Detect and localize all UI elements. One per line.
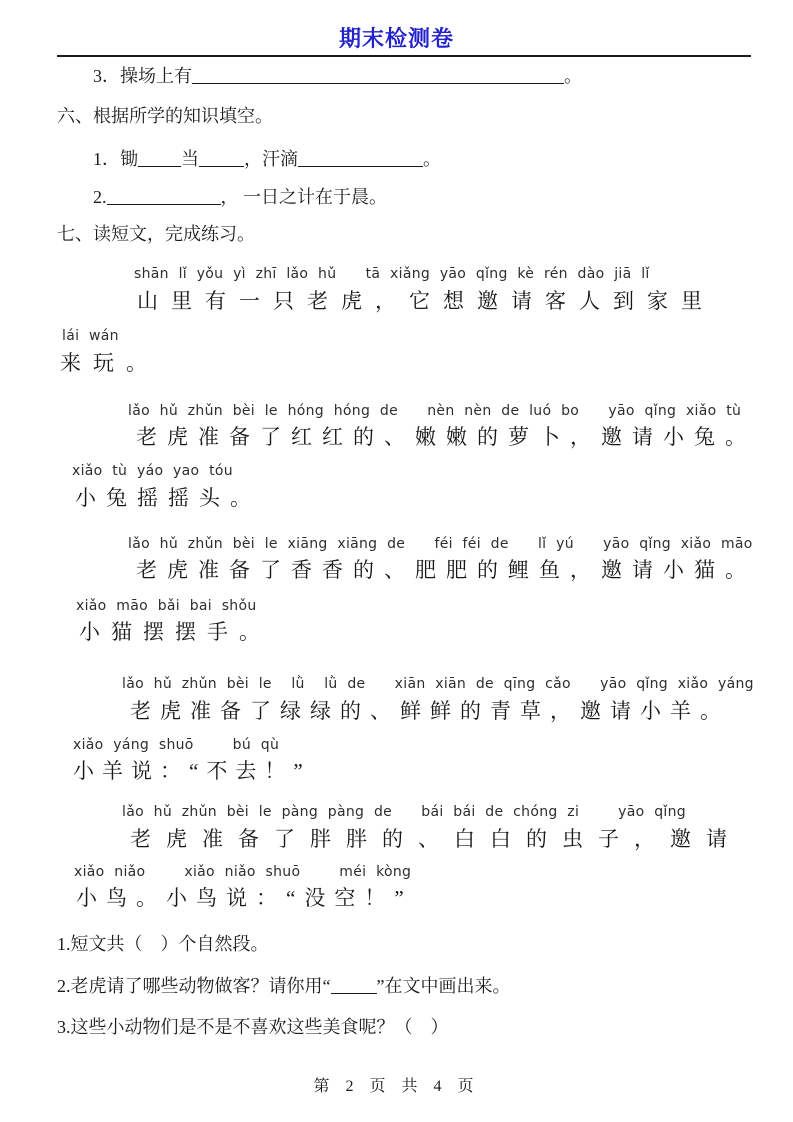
fill-line-3-suffix: 。 (564, 66, 582, 86)
hanzi-line: 老虎准备了胖胖的、白白的虫子，邀请 (130, 827, 742, 851)
pinyin-line: lǎo hǔ zhǔn bèi le hóng hóng de nèn nèn de luó bo yāo qǐng xiǎo tù (128, 403, 742, 419)
question-2-text: ”在文中画出来。 (376, 976, 511, 996)
fill-item-2 (93, 186, 387, 209)
pinyin-line: xiǎo tù yáo yao tóu (72, 463, 233, 479)
pinyin-line: xiǎo niǎo xiǎo niǎo shuō méi kòng (74, 864, 412, 880)
pinyin-line: lǎo hǔ zhǔn bèi le xiāng xiāng de féi féi de lǐ yú yāo qǐng xiǎo māo (128, 536, 753, 552)
fill-blank (331, 976, 377, 994)
pinyin-line: xiǎo yáng shuō bú qù (73, 737, 280, 753)
fill-item-2-text: 2. (93, 187, 107, 207)
hanzi-line: 老虎准备了红红的、嫩嫩的萝卜，邀请小兔。 (136, 425, 756, 449)
hanzi-line: 老虎准备了香香的、肥肥的鲤鱼，邀请小猫。 (136, 558, 756, 582)
hanzi-line: 老虎准备了绿绿的、鲜鲜的青草，邀请小羊。 (130, 699, 730, 723)
section-6-heading: 六、根据所学的知识填空。 (57, 106, 273, 126)
section-7-heading: 七、读短文，完成练习。 (57, 224, 255, 244)
hanzi-line: 小兔摇摇头。 (75, 486, 261, 510)
fill-item-1-text: 。 (423, 149, 441, 169)
fill-item-1-text: ，汗滴 (244, 149, 298, 169)
question-3: 3.这些小动物们是不是不喜欢这些美食呢？（ ） (57, 1017, 449, 1037)
fill-item-1-text: 1．锄 (93, 149, 138, 169)
pinyin-line: xiǎo māo bǎi bai shǒu (76, 598, 257, 614)
fill-line-3-prefix: 3．操场上有 (93, 66, 192, 86)
fill-blank (107, 187, 221, 205)
fill-blank (298, 149, 423, 167)
pinyin-line: lǎo hǔ zhǔn bèi le pàng pàng de bái bái de chóng zi yāo qǐng (122, 804, 686, 820)
fill-line-3 (93, 65, 582, 88)
question-1: 1.短文共（ ）个自然段。 (57, 934, 269, 954)
hanzi-line: 小鸟。小鸟说：“没空！” (76, 886, 413, 910)
hanzi-line: 山里有一只老虎，它想邀请客人到家里 (137, 289, 715, 313)
header-rule (57, 55, 751, 57)
question-2-text: 2.老虎请了哪些动物做客？请你用“ (57, 976, 331, 996)
fill-item-1 (93, 148, 441, 171)
hanzi-line: 小猫摆摆手。 (79, 620, 271, 644)
fill-blank (192, 66, 564, 84)
fill-item-1-text: 当 (181, 149, 199, 169)
pinyin-line: shān lǐ yǒu yì zhī lǎo hǔ tā xiǎng yāo qǐng kè rén dào jiā lǐ (134, 266, 650, 282)
hanzi-line: 小羊说：“不去！” (73, 759, 311, 783)
pinyin-line: lái wán (62, 328, 119, 344)
question-2 (57, 972, 511, 998)
fill-item-2-text: ， 一日之计在于晨。 (220, 187, 387, 207)
page-title: 期末检测卷 (338, 26, 454, 51)
page-footer: 第 2 页 共 4 页 (313, 1078, 480, 1095)
hanzi-line: 来玩。 (60, 351, 159, 375)
pinyin-line: lǎo hǔ zhǔn bèi le lǜ lǜ de xiān xiān de qīng cǎo yāo qǐng xiǎo yáng (122, 676, 754, 692)
fill-blank (138, 149, 181, 167)
fill-blank (199, 149, 244, 167)
